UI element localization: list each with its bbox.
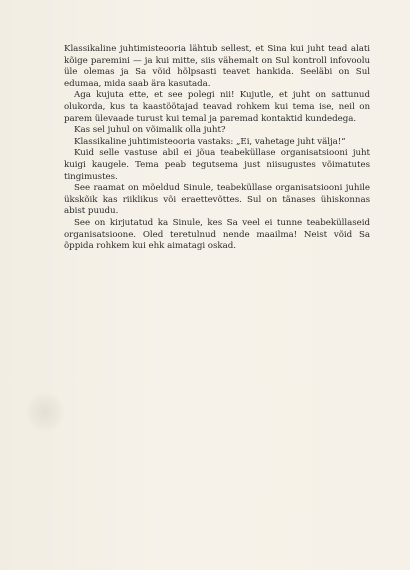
- paragraph-7: See on kirjutatud ka Sinule, kes Sa veel ei tunne teabeküllaseid organisatsioone. Oled teretulnud nende maailma! Neist võid Sa õppida rohkem kui ehk aimatagi oskad.: [64, 217, 370, 252]
- paragraph-2: Aga kujuta ette, et see polegi nii! Kujutle, et juht on sattunud olukorda, kus ta kaastöötajad teavad rohkem kui tema ise, neil on parem ülevaade turust kui temal ja paremad kontaktid kundedega.: [64, 90, 370, 124]
- paragraph-1: Klassikaline juhtimisteooria lähtub sellest, et Sina kui juht tead alati kõige paremini — ja kui mitte, siis vähemalt on Sul kontroll infovoolu üle olemas ja Sa võid hõlpsasti teavet hankida. Seeläbi on Sul edumaa, mida saab ära kasutada.: [64, 44, 370, 89]
- paragraph-5: Kuid selle vastuse abil ei jõua teabeküllase organisatsiooni juht kuigi kaugele. Tema peab tegutsema just niisugustes võimatutes tingimustes.: [64, 148, 370, 182]
- paper-smudge: [26, 392, 64, 432]
- paragraph-6: See raamat on mõeldud Sinule, teabeküllase organisatsiooni juhile ükskõik kas riiklikus või eraettevõttes. Sul on tänases ühiskonnas abist puudu.: [64, 183, 370, 217]
- body-text: [64, 44, 370, 253]
- paragraph-3: Kas sel juhul on võimalik olla juht?: [74, 125, 226, 136]
- paragraph-4: Klassikaline juhtimisteooria vastaks: „Ei, vahetage juht välja!“: [74, 136, 346, 147]
